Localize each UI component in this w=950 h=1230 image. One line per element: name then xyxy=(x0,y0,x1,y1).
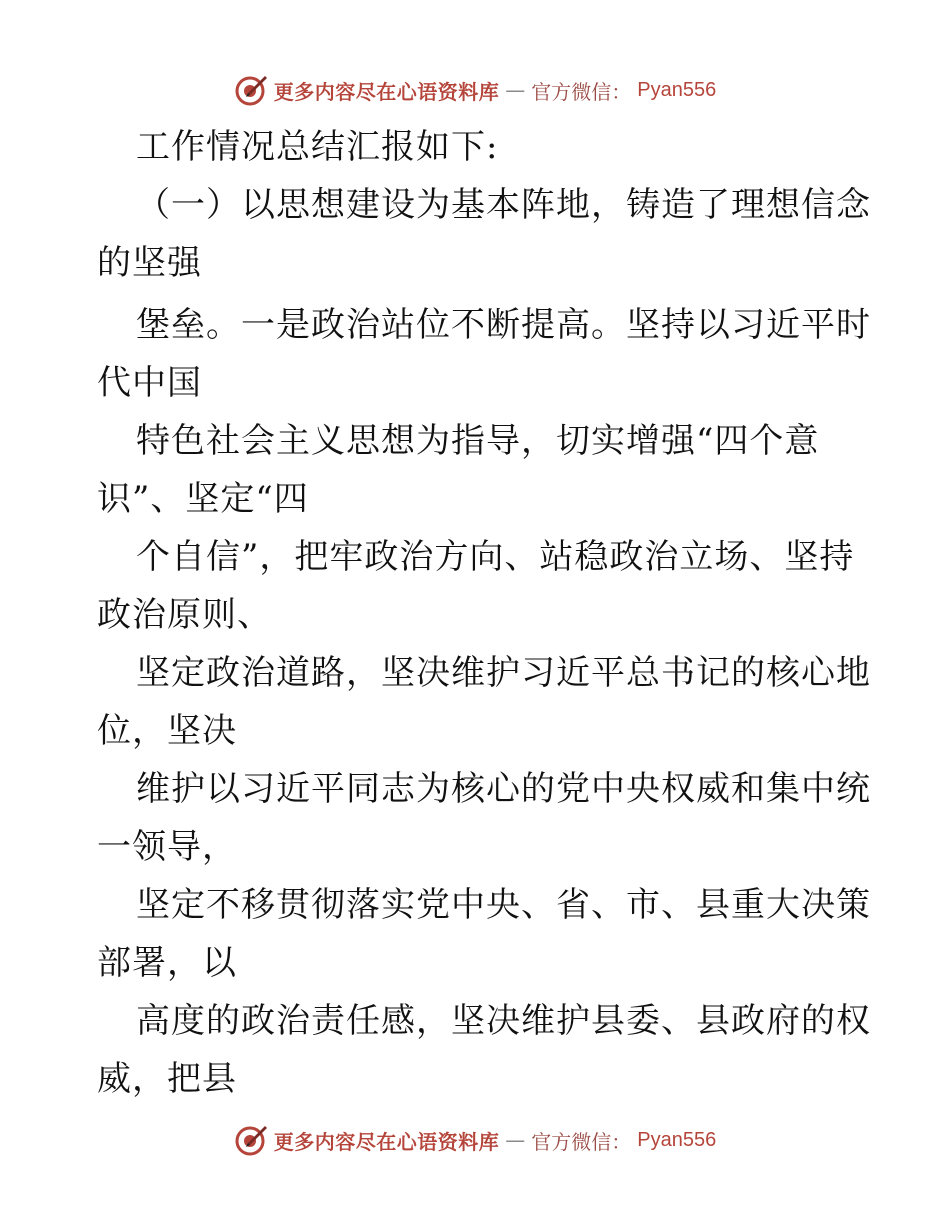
header-site-text: 更多内容尽在心语资料库 xyxy=(273,79,500,104)
body-line: 代中国 xyxy=(97,363,202,403)
footer-banner[interactable] xyxy=(0,1120,950,1160)
body-line: 个自信”，把牢政治方向、站稳政治立场、坚持 xyxy=(136,537,855,577)
header-wechat-label: 官方微信： xyxy=(531,79,632,104)
pen-quill-logo-icon xyxy=(234,1123,268,1157)
body-line: 政治原则、 xyxy=(97,595,272,635)
header-banner[interactable] xyxy=(0,70,950,110)
body-line: 识”、坚定“四 xyxy=(97,479,309,519)
body-line: 坚定不移贯彻落实党中央、省、市、县重大决策 xyxy=(136,885,871,925)
body-line: 堡垒。一是政治站位不断提高。坚持以习近平时 xyxy=(136,305,871,345)
footer-site-text: 更多内容尽在心语资料库 xyxy=(273,1129,500,1154)
body-line: 位，坚决 xyxy=(97,711,237,751)
header-wechat-id: Pyan556 xyxy=(637,78,717,101)
body-line: 一领导， xyxy=(97,827,237,867)
footer-wechat-label: 官方微信： xyxy=(531,1129,632,1154)
header-dash: — xyxy=(505,78,526,102)
body-line: 工作情况总结汇报如下: xyxy=(136,127,499,167)
pen-quill-logo-icon xyxy=(234,73,268,107)
footer-dash: — xyxy=(505,1128,526,1152)
body-line: 的坚强 xyxy=(97,243,202,283)
body-line: 特色社会主义思想为指导，切实增强“四个意 xyxy=(136,421,820,461)
body-line: 高度的政治责任感，坚决维护县委、县政府的权 xyxy=(136,1001,871,1041)
body-line: 部署，以 xyxy=(97,943,237,983)
body-line: 威，把县 xyxy=(97,1059,237,1099)
body-line: 维护以习近平同志为核心的党中央权威和集中统 xyxy=(136,769,871,809)
body-line: 坚定政治道路，坚决维护习近平总书记的核心地 xyxy=(136,653,871,693)
body-line: （一）以思想建设为基本阵地，铸造了理想信念 xyxy=(136,185,871,225)
footer-wechat-id: Pyan556 xyxy=(637,1128,717,1151)
